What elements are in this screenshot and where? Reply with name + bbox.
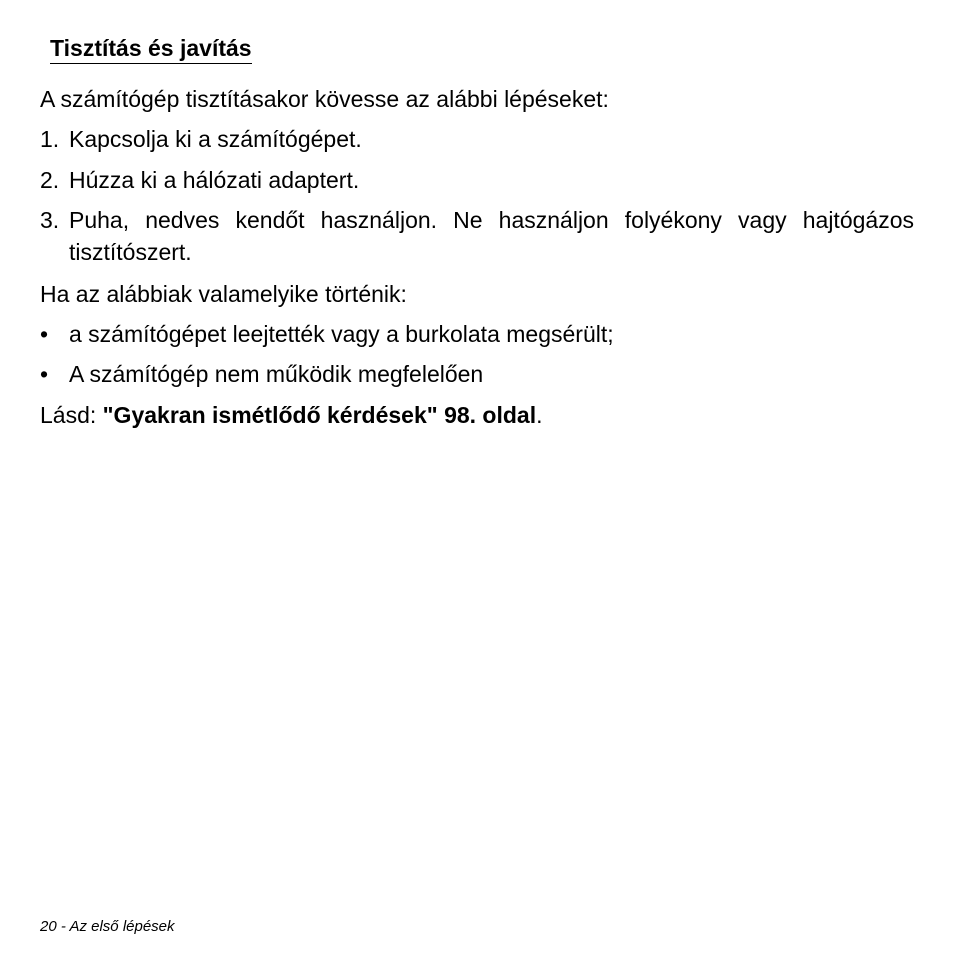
- reference-link[interactable]: "Gyakran ismétlődő kérdések" 98. oldal: [102, 402, 537, 428]
- step-number: 1.: [40, 126, 60, 152]
- bullet-marker: •: [40, 361, 49, 387]
- reference-suffix: .: [536, 402, 543, 428]
- bullet-marker: •: [40, 321, 49, 347]
- step-item-1: [40, 123, 914, 155]
- intro-paragraph: A számítógép tisztításakor kövesse az alábbi lépéseket:: [40, 86, 609, 112]
- section-heading: Tisztítás és javítás: [50, 34, 252, 64]
- step-text: Húzza ki a hálózati adaptert.: [69, 167, 360, 193]
- step-item-2: [40, 164, 914, 196]
- step-text: Puha, nedves kendőt használjon. Ne használjon folyékony vagy hajtógázos tisztítószert.: [69, 207, 914, 265]
- bullet-item-2: [40, 358, 914, 390]
- step-item-3: [40, 204, 914, 268]
- reference-prefix: Lásd:: [40, 402, 103, 428]
- condition-paragraph: Ha az alábbiak valamelyike történik:: [40, 281, 407, 307]
- step-number: 3.: [40, 207, 60, 233]
- bullet-text: a számítógépet leejtették vagy a burkolata megsérült;: [69, 321, 614, 347]
- step-number: 2.: [40, 167, 60, 193]
- step-text: Kapcsolja ki a számítógépet.: [69, 126, 362, 152]
- bullet-item-1: [40, 318, 914, 350]
- page-footer: 20 - Az első lépések: [40, 918, 175, 935]
- reference-paragraph: [40, 399, 543, 431]
- bullet-text: A számítógép nem működik megfelelően: [69, 361, 484, 387]
